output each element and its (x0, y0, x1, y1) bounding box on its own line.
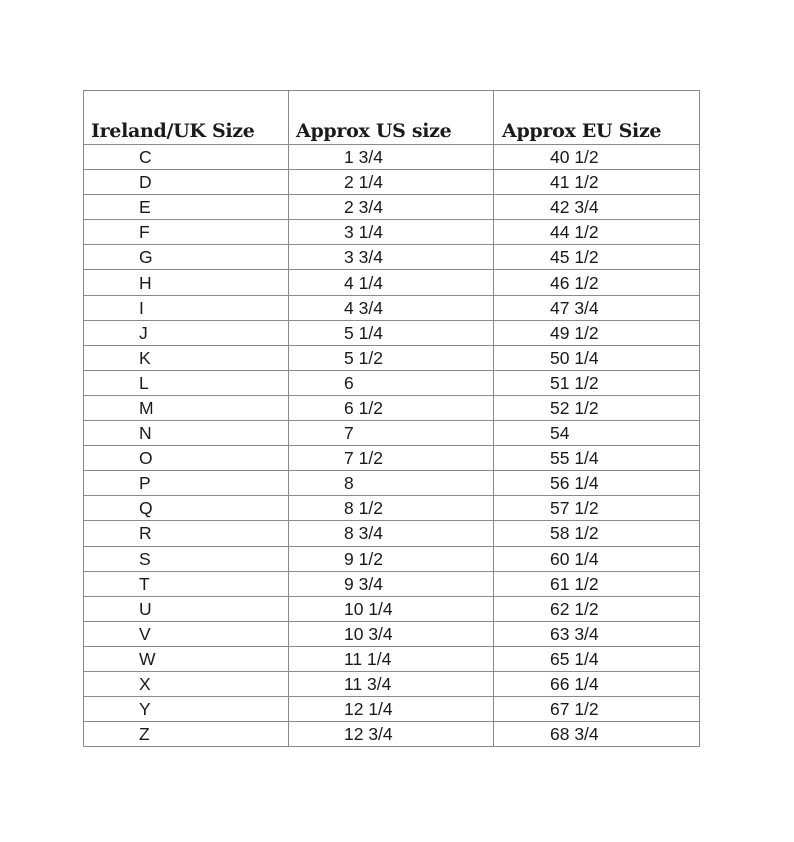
table-row (84, 571, 700, 596)
cell-us-size: 8 1/2 (289, 496, 494, 521)
cell-us-size: 5 1/4 (289, 320, 494, 345)
cell-uk-size: T (84, 571, 289, 596)
cell-eu-size: 66 1/4 (494, 671, 700, 696)
cell-us-size: 1 3/4 (289, 145, 494, 170)
table-row (84, 421, 700, 446)
cell-uk-size: F (84, 220, 289, 245)
header-row (84, 91, 700, 145)
cell-uk-size: P (84, 471, 289, 496)
header-approx-eu-size: Approx EU Size (494, 91, 700, 145)
cell-eu-size: 54 (494, 421, 700, 446)
cell-eu-size: 44 1/2 (494, 220, 700, 245)
table-row (84, 370, 700, 395)
table-row (84, 345, 700, 370)
cell-eu-size: 42 3/4 (494, 195, 700, 220)
cell-us-size: 9 3/4 (289, 571, 494, 596)
table-row (84, 295, 700, 320)
cell-eu-size: 67 1/2 (494, 697, 700, 722)
cell-us-size: 10 1/4 (289, 596, 494, 621)
cell-us-size: 4 3/4 (289, 295, 494, 320)
cell-eu-size: 57 1/2 (494, 496, 700, 521)
table-row (84, 496, 700, 521)
cell-us-size: 12 3/4 (289, 722, 494, 747)
cell-us-size: 10 3/4 (289, 621, 494, 646)
table-row (84, 722, 700, 747)
cell-us-size: 5 1/2 (289, 345, 494, 370)
header-approx-us-size: Approx US size (289, 91, 494, 145)
cell-uk-size: J (84, 320, 289, 345)
cell-uk-size: Z (84, 722, 289, 747)
cell-us-size: 8 (289, 471, 494, 496)
cell-eu-size: 46 1/2 (494, 270, 700, 295)
cell-eu-size: 68 3/4 (494, 722, 700, 747)
cell-eu-size: 47 3/4 (494, 295, 700, 320)
table-row (84, 395, 700, 420)
cell-uk-size: L (84, 370, 289, 395)
cell-us-size: 12 1/4 (289, 697, 494, 722)
cell-uk-size: Y (84, 697, 289, 722)
table-row (84, 471, 700, 496)
cell-uk-size: R (84, 521, 289, 546)
table-row (84, 446, 700, 471)
cell-uk-size: D (84, 170, 289, 195)
cell-eu-size: 49 1/2 (494, 320, 700, 345)
cell-eu-size: 60 1/4 (494, 546, 700, 571)
table-row (84, 220, 700, 245)
cell-eu-size: 50 1/4 (494, 345, 700, 370)
cell-us-size: 7 1/2 (289, 446, 494, 471)
cell-uk-size: Q (84, 496, 289, 521)
cell-us-size: 9 1/2 (289, 546, 494, 571)
table-row (84, 546, 700, 571)
cell-eu-size: 62 1/2 (494, 596, 700, 621)
table-row (84, 320, 700, 345)
cell-us-size: 3 1/4 (289, 220, 494, 245)
cell-eu-size: 61 1/2 (494, 571, 700, 596)
cell-uk-size: I (84, 295, 289, 320)
cell-eu-size: 55 1/4 (494, 446, 700, 471)
cell-us-size: 2 3/4 (289, 195, 494, 220)
cell-uk-size: U (84, 596, 289, 621)
cell-uk-size: H (84, 270, 289, 295)
cell-uk-size: G (84, 245, 289, 270)
table-row (84, 245, 700, 270)
cell-uk-size: S (84, 546, 289, 571)
table-header (84, 91, 700, 145)
cell-eu-size: 45 1/2 (494, 245, 700, 270)
cell-us-size: 4 1/4 (289, 270, 494, 295)
cell-uk-size: K (84, 345, 289, 370)
cell-eu-size: 56 1/4 (494, 471, 700, 496)
cell-uk-size: C (84, 145, 289, 170)
table-row (84, 145, 700, 170)
cell-uk-size: X (84, 671, 289, 696)
table-row (84, 697, 700, 722)
cell-us-size: 3 3/4 (289, 245, 494, 270)
cell-uk-size: O (84, 446, 289, 471)
cell-eu-size: 41 1/2 (494, 170, 700, 195)
table-row (84, 646, 700, 671)
table-row (84, 521, 700, 546)
cell-us-size: 11 3/4 (289, 671, 494, 696)
cell-eu-size: 65 1/4 (494, 646, 700, 671)
cell-eu-size: 63 3/4 (494, 621, 700, 646)
table-row (84, 270, 700, 295)
cell-us-size: 6 (289, 370, 494, 395)
cell-uk-size: N (84, 421, 289, 446)
cell-us-size: 11 1/4 (289, 646, 494, 671)
cell-us-size: 7 (289, 421, 494, 446)
cell-us-size: 2 1/4 (289, 170, 494, 195)
cell-eu-size: 58 1/2 (494, 521, 700, 546)
table-row (84, 596, 700, 621)
table-row (84, 621, 700, 646)
table-body (84, 145, 700, 747)
cell-uk-size: M (84, 395, 289, 420)
cell-eu-size: 52 1/2 (494, 395, 700, 420)
cell-eu-size: 51 1/2 (494, 370, 700, 395)
cell-uk-size: E (84, 195, 289, 220)
size-conversion-table (83, 90, 700, 747)
cell-uk-size: V (84, 621, 289, 646)
cell-eu-size: 40 1/2 (494, 145, 700, 170)
cell-us-size: 8 3/4 (289, 521, 494, 546)
table-row (84, 170, 700, 195)
table-row (84, 195, 700, 220)
table-row (84, 671, 700, 696)
header-ireland-uk-size: Ireland/UK Size (84, 91, 289, 145)
cell-uk-size: W (84, 646, 289, 671)
cell-us-size: 6 1/2 (289, 395, 494, 420)
